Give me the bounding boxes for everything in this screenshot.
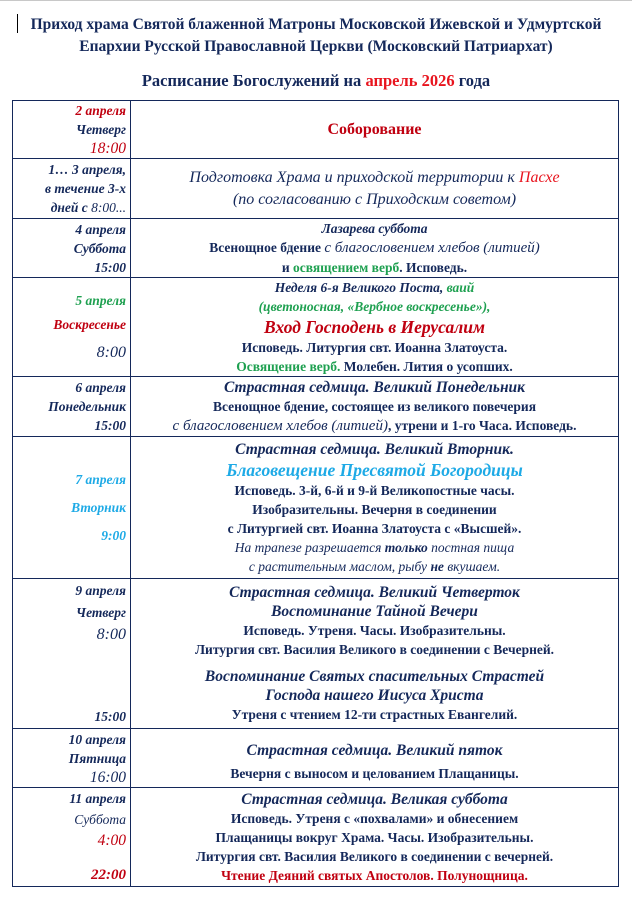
schedule-title (0, 70, 632, 92)
time-2: 15:00 (94, 709, 126, 724)
text: , утрени и 1-го Часа. Исповедь. (387, 417, 577, 433)
schedule-row (13, 377, 619, 437)
service-title: Соборование (327, 121, 422, 138)
service-line: с Литургией свт. Иоанна Златоуста с «Высшей». (227, 520, 522, 536)
weekday: Четверг (75, 605, 126, 620)
service-line: Вечерня с выносом и целованием Плащаницы. (230, 766, 519, 781)
top-divider (0, 0, 632, 1)
service-line: (по согласованию с Приходским советом) (232, 190, 517, 208)
parish-name-line1: Приход храма Святой блаженной Матроны Московской Ижевской и Удмуртской (30, 16, 602, 33)
service-title: Лазарева суббота (321, 221, 428, 236)
date: 9 апреля (75, 583, 126, 598)
parish-name-line2: Епархии Русской Православной Церкви (Московский Патриархат) (79, 38, 553, 55)
service-line: Утреня с чтением 12-ти страстных Евангелий. (231, 707, 518, 722)
service-title: Воспоминание Святых спасительных Страстей (204, 668, 545, 685)
date-cell (13, 159, 131, 219)
schedule-row (13, 219, 619, 278)
date: 4 апреля (75, 221, 126, 237)
weekday: Пятница (68, 750, 126, 766)
service-line: Всенощное бдение, состоящее из великого повечерия (212, 398, 537, 414)
schedule-row (13, 101, 619, 159)
date: 1… 3 апреля, (48, 162, 126, 177)
feast-title: Вход Господень в Иерусалим (264, 317, 485, 337)
weekday: Суббота (73, 240, 126, 256)
service-cell (131, 729, 619, 788)
time: 8:00... (91, 200, 126, 215)
text: с благословением хлебов (литией) (172, 417, 388, 434)
service-cell (131, 278, 619, 377)
date: 6 апреля (75, 380, 126, 395)
text-highlight: освящением верб (293, 260, 400, 275)
time: 8:00 (96, 344, 126, 361)
date-cell (13, 278, 131, 377)
service-cell (131, 377, 619, 437)
date: 7 апреля (75, 471, 126, 487)
schedule-table (12, 100, 619, 887)
service-title: Страстная седмица. Великий Четверток (229, 584, 520, 601)
title-month: апрель 2026 (365, 71, 455, 90)
date-cell (13, 377, 131, 437)
text-highlight: ваий (446, 280, 475, 295)
schedule-row (13, 729, 619, 788)
text: постная пища (427, 539, 515, 555)
service-note (131, 538, 618, 557)
text: Молебен. Лития о усопших. (340, 359, 513, 374)
time: 15:00 (94, 259, 126, 275)
service-line: Чтение Деяний святых Апостолов. Полунощница. (221, 867, 528, 883)
service-line: Исповедь. 3-й, 6-й и 9-й Великопостные часы. (234, 482, 515, 498)
title-suffix: года (454, 71, 491, 90)
time-prefix: дней с (50, 200, 92, 215)
time: 18:00 (89, 140, 126, 157)
date: 2 апреля (75, 103, 126, 118)
weekday: Понедельник (48, 399, 126, 414)
time: 4:00 (97, 832, 126, 849)
time-line (13, 198, 126, 217)
service-line: Исповедь. Утреня. Часы. Изобразительны. (243, 623, 506, 638)
text-emphasis: не (430, 558, 444, 574)
service-line (131, 416, 618, 436)
service-title: Страстная седмица. Великий Понедельник (223, 378, 526, 396)
schedule-row (13, 437, 619, 579)
service-title: Воспоминание Тайной Вечери (271, 603, 478, 620)
date-cell (13, 729, 131, 788)
service-line (131, 258, 618, 277)
service-cell (131, 437, 619, 579)
text-highlight: Освящение верб. (236, 359, 341, 374)
service-line (131, 238, 618, 258)
service-cell (131, 579, 619, 729)
schedule-row (13, 579, 619, 729)
weekday: в течение 3-х (45, 181, 126, 196)
service-line: Литургия свт. Василия Великого в соединении с Вечерней. (195, 642, 554, 657)
weekday: Четверг (75, 122, 126, 137)
text: и (281, 260, 294, 275)
feast-title: Благовещение Пресвятой Богородицы (226, 459, 523, 480)
text: с растительным маслом, рыбу (248, 558, 431, 574)
text: Неделя 6-я Великого Поста, (274, 280, 447, 295)
date-cell (13, 101, 131, 159)
date-cell (13, 788, 131, 887)
date-cell (13, 219, 131, 278)
date: 11 апреля (69, 791, 126, 806)
title-prefix: Расписание Богослужений на (141, 71, 366, 90)
service-note (131, 557, 618, 576)
text: . Исповедь. (399, 260, 468, 275)
time-2: 22:00 (91, 867, 126, 883)
date: 5 апреля (75, 293, 126, 308)
text: Всенощное бдение (209, 240, 325, 255)
service-cell (131, 219, 619, 278)
service-line: Исповедь. Утреня с «похвалами» и обнесением (230, 810, 519, 826)
text: вкушаем. (443, 558, 501, 574)
time: 15:00 (94, 418, 126, 433)
time: 9:00 (101, 527, 126, 543)
service-cell (131, 101, 619, 159)
service-cell (131, 159, 619, 219)
service-line: Изобразительны. Вечерня в соединении (252, 501, 497, 517)
service-line: Исповедь. Литургия свт. Иоанна Златоуста. (241, 340, 508, 355)
schedule-row (13, 278, 619, 377)
date-cell (13, 437, 131, 579)
weekday: Вторник (71, 499, 126, 515)
text-emphasis: только (384, 539, 428, 555)
service-title: Страстная седмица. Великая суббота (241, 790, 508, 808)
service-line: (цветоносная, «Вербное воскресенье»), (258, 299, 491, 314)
weekday: Суббота (74, 812, 126, 827)
weekday: Воскресенье (53, 317, 126, 332)
service-cell (131, 788, 619, 887)
time: 16:00 (89, 768, 126, 786)
text-highlight: Пасхе (518, 168, 560, 186)
service-line: Плащаницы вокруг Храма. Часы. Изобразительны. (215, 829, 534, 845)
text: Подготовка Храма и приходской территории к (189, 168, 519, 186)
schedule-row (13, 788, 619, 887)
text: На трапезе разрешается (234, 539, 385, 555)
date: 10 апреля (68, 731, 126, 747)
service-line (131, 167, 618, 189)
service-title: Страстная седмица. Великий пяток (246, 742, 503, 759)
service-line (131, 357, 618, 376)
service-line: Литургия свт. Василия Великого в соединении с вечерней. (195, 848, 554, 864)
time: 8:00 (96, 626, 126, 643)
service-line (131, 278, 618, 297)
text: с благословением хлебов (литией) (324, 240, 540, 256)
service-title: Господа нашего Иисуса Христа (265, 687, 484, 704)
date-cell (13, 579, 131, 729)
service-title: Страстная седмица. Великий Вторник. (235, 440, 514, 458)
schedule-row (13, 159, 619, 219)
